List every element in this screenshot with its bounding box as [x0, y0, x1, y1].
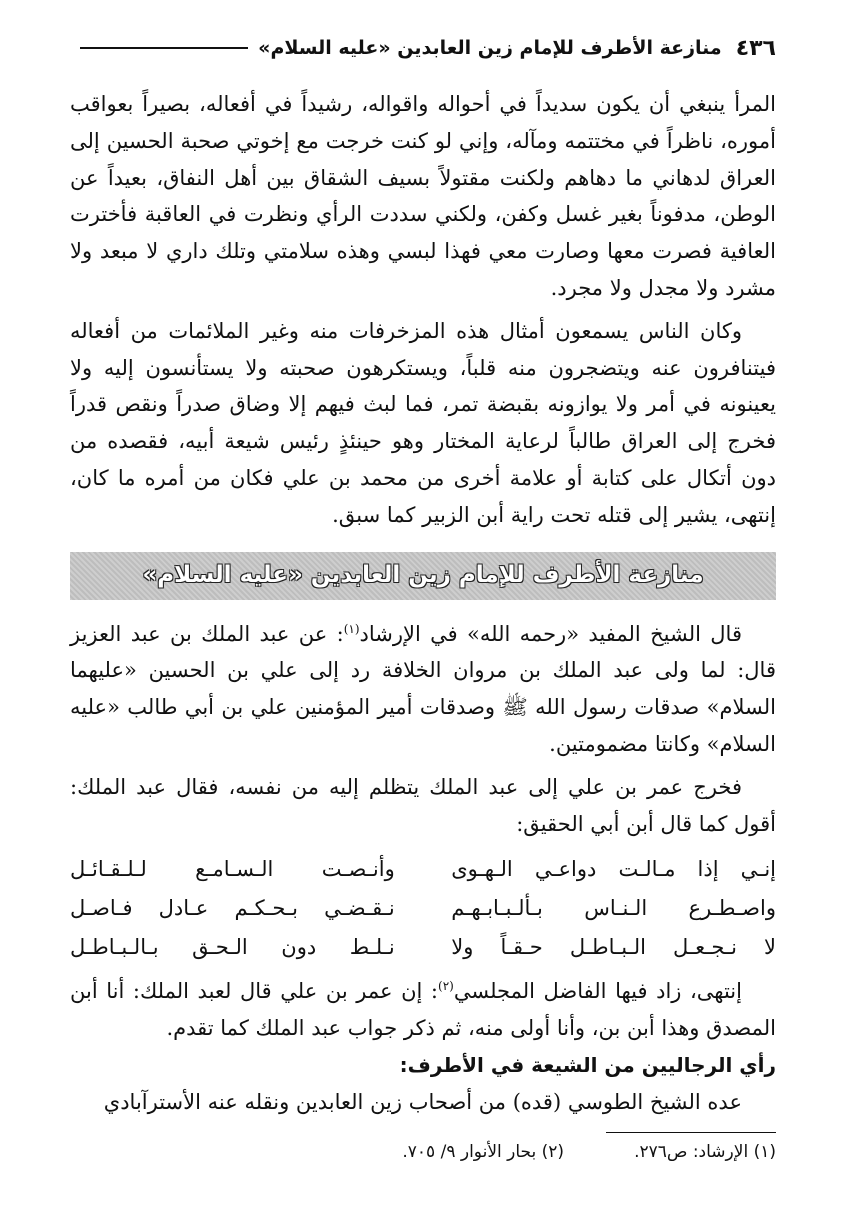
poem-verse — [70, 928, 776, 967]
verse-second-half: نـلـط دون الـحـق بـالـبـاطـل — [70, 935, 395, 960]
page-number: ٤٣٦ — [735, 35, 776, 61]
poem — [70, 850, 776, 967]
paragraph — [70, 616, 776, 763]
text-run: : عن عبد الملك بن عبد العزيز قال: لما ولى عبد الملك بن مروان الخلافة رد إلى علي بن الحسين «عليهما السلام» صدقات رسول الله ﷺ وصدقات أمير المؤمنين علي بن أبي طالب «عليه السلام» وكانتا مضمومتين. — [70, 621, 776, 756]
text-run: إنتهى، زاد فيها الفاضل المجلسي — [453, 979, 742, 1004]
paragraph: عده الشيخ الطوسي (قده) من أصحاب زين العابدين ونقله عنه الأسترآبادي — [103, 1089, 742, 1114]
running-title: منازعة الأطرف للإمام زين العابدين «عليه السلام» — [258, 37, 722, 59]
paragraph: وكان الناس يسمعون أمثال هذه المزخرفات منه وغير الملائمات من أفعاله فيتنافرون عنه ويتضجرون منه قلباً، ويستكرهون صحبته ولا يستأنسون إليه ولا يعينونه في أمر ولا يوازونه بقبضة تمر، فما لبث فيهم إلا وضاق صدراً ونقص قدراً فخرج إلى العراق طالباً لرعاية المختار وهو حينئذٍ رئيس شيعة أبيه، فقصده من دون أتكال على كتابة أو علامة أخرى من محمد بن علي فكان من أمره ما كان، إنتهى، يشير إلى قتله تحت راية أبن الزبير كما سبق. — [70, 318, 776, 527]
verse-second-half: نـقـضـي بـحـكـم عـادل فـاصـل — [70, 896, 395, 921]
text-run: قال الشيخ المفيد «رحمه الله» في الإرشاد — [359, 621, 742, 646]
text-run: : إن عمر بن علي قال لعبد الملك: أنا أبن المصدق وهذا أبن بن، وأنا أولى منه، ثم ذكر جواب عبد الملك كما تقدم. — [70, 979, 776, 1041]
verse-first-half: لا نـجـعـل الـبـاطـل حـقـاً ولا — [451, 935, 776, 960]
subheading: رأي الرجاليين من الشيعة في الأطرف: — [399, 1052, 776, 1077]
paragraph: المرأ ينبغي أن يكون سديداً في أحواله واقواله، رشيداً في أفعاله، بصيراً بعواقب أموره، ناظراً في مختتمه ومآله، وإني لو كنت خرجت مع إخوتي صحبة الحسين إلى العراق لدهاني ما دهاهم ولكنت مقتولاً بسيف الشقاق بين أهل النفاق، بعيداً عن الوطن، مدفوناً بغير غسل وكفن، ولكني سددت الرأي ونظرت في العاقبة فأخترت العافية فصرت معها وصارت معي فهذا لبسي وهذه سلامتي وتلك داري لا مبعد ولا مشرد ولا مجدل ولا مجرد. — [70, 92, 776, 300]
main-text — [70, 86, 776, 1121]
section-heading-banner — [70, 552, 776, 600]
footnote: (٢) بحار الأنوار ٩/ ٧٠٥. — [402, 1142, 565, 1162]
header-rule — [80, 47, 248, 49]
paragraph: فخرج عمر بن علي إلى عبد الملك يتظلم إليه من نفسه، فقال عبد الملك: أقول كما قال أبن أبي الحقيق: — [70, 774, 776, 836]
footnotes — [70, 1142, 776, 1172]
verse-first-half: إنـي إذا مـالـت دواعـي الـهـوى — [451, 857, 776, 882]
paragraph — [70, 973, 776, 1047]
footnote-separator — [606, 1132, 776, 1133]
footnote-mark: (٢) — [438, 979, 454, 994]
section-title: منازعة الأطرف للإمام زين العابدين «عليه السلام» — [142, 562, 704, 589]
running-header — [70, 28, 776, 68]
verse-second-half: وأنـصـت الـسـامـع لـلـقـائـل — [70, 857, 395, 882]
verse-first-half: واصـطـرع الـنـاس بـألـبـابـهـم — [451, 896, 776, 921]
poem-verse — [70, 850, 776, 889]
footnote: (١) الإرشاد: ص٢٧٦. — [634, 1142, 776, 1162]
footnote-mark: (١) — [343, 621, 360, 636]
poem-verse — [70, 889, 776, 928]
